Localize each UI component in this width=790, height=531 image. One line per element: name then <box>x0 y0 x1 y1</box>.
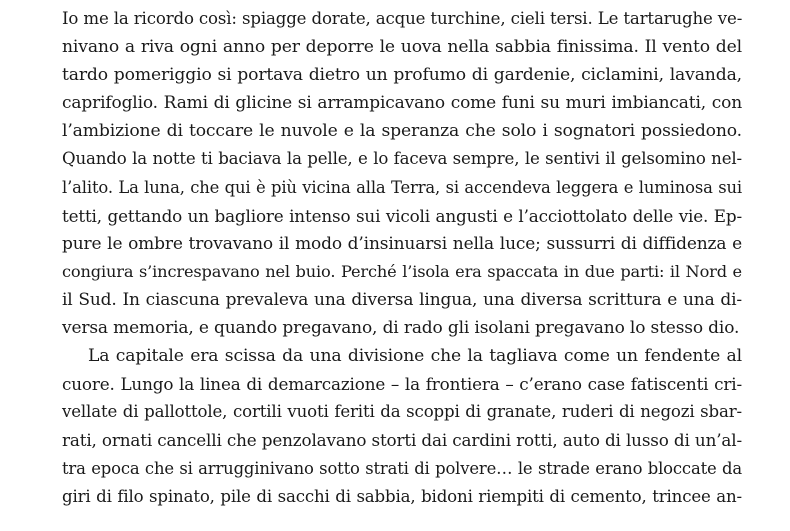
text-line: cuore. Lungo la linea di demarcazione – la frontiera – c’erano case fatiscenti cri- <box>62 374 742 395</box>
text-line: Quando la notte ti baciava la pelle, e lo faceva sempre, le sentivi il gelsomino nel- <box>62 149 742 169</box>
text-line: pure le ombre trovavano il modo d’insinuarsi nella luce; sussurri di diffidenza e <box>62 233 742 254</box>
text-line: caprifoglio. Rami di glicine si arrampicavano come funi su muri imbiancati, con <box>62 93 742 114</box>
paragraph-2 <box>62 342 742 511</box>
text-line: vellate di pallottole, cortili vuoti feriti da scoppi di granate, ruderi di negozi sbar- <box>62 402 742 422</box>
text-line: l’ambizione di toccare le nuvole e la speranza che solo i sognatori possiedono. <box>62 121 742 142</box>
text-line: La capitale era scissa da una divisione che la tagliava come un fendente al <box>88 346 742 367</box>
text-line: tra epoca che si arrugginivano sotto strati di polvere… le strade erano bloccate da <box>62 458 742 478</box>
text-line: congiura s’increspavano nel buio. Perché l’isola era spaccata in due parti: il Nord e <box>62 261 742 281</box>
text-line: nivano a riva ogni anno per deporre le uova nella sabbia finissima. Il vento del <box>62 37 742 58</box>
text-line: giri di filo spinato, pile di sacchi di sabbia, bidoni riempiti di cemento, trincee an- <box>62 486 742 506</box>
text-line: tardo pomeriggio si portava dietro un profumo di gardenie, ciclamini, lavanda, <box>62 65 742 86</box>
body-text <box>62 5 742 511</box>
text-line: rati, ornati cancelli che penzolavano storti dai cardini rotti, auto di lusso di un’al- <box>62 430 742 451</box>
text-line: Io me la ricordo così: spiagge dorate, acque turchine, cieli tersi. Le tartarughe ve- <box>62 9 743 28</box>
text-line: versa memoria, e quando pregavano, di rado gli isolani pregavano lo stesso dio. <box>62 318 740 339</box>
text-line: l’alito. La luna, che qui è più vicina alla Terra, si accendeva leggera e luminosa sui <box>62 177 742 197</box>
text-line: il Sud. In ciascuna prevaleva una diversa lingua, una diversa scrittura e una di- <box>62 289 742 310</box>
text-line: tetti, gettando un bagliore intenso sui vicoli angusti e l’acciottolato delle vie. Ep- <box>62 205 742 226</box>
paragraph-1 <box>62 5 742 342</box>
